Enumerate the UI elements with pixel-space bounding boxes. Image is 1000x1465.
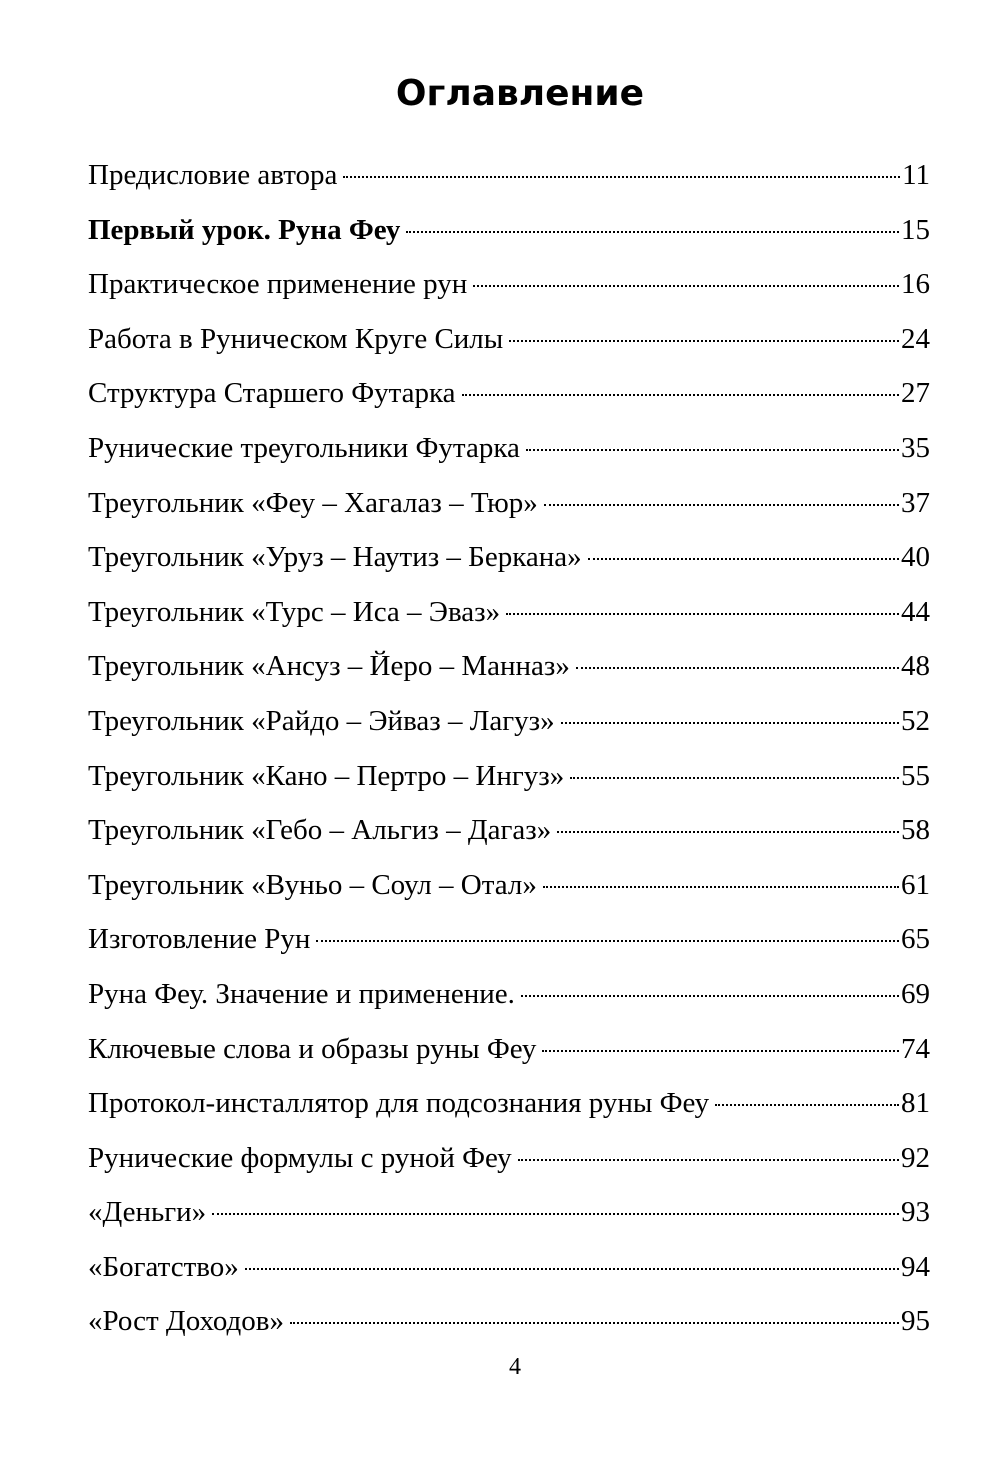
toc-leader-dots	[462, 394, 899, 396]
toc-entry-label: «Богатство»	[88, 1250, 239, 1283]
toc-entry-page: 95	[901, 1305, 930, 1338]
toc-leader-dots	[570, 777, 899, 779]
toc-leader-dots	[544, 504, 899, 506]
toc-entry-label: Руна Феу. Значение и применение.	[88, 977, 515, 1010]
toc-entry-page: 52	[901, 704, 930, 737]
toc-entry-page: 61	[901, 868, 930, 901]
toc-leader-dots	[343, 176, 900, 178]
toc-entry-page: 15	[901, 213, 930, 246]
toc-entry	[88, 912, 930, 967]
toc-leader-dots	[576, 667, 899, 669]
toc-entry	[88, 749, 930, 804]
toc-leader-dots	[715, 1104, 899, 1106]
toc-entry-label: Рунические формулы с руной Феу	[88, 1141, 512, 1174]
toc-leader-dots	[473, 285, 899, 287]
toc-entry	[88, 1076, 930, 1131]
toc-entry-label: Протокол-инсталлятор для подсознания руны Феу	[88, 1087, 710, 1120]
toc-entry	[88, 967, 930, 1022]
toc-entry	[88, 694, 930, 749]
toc-entry	[88, 312, 930, 367]
page-number: 4	[509, 1354, 521, 1380]
toc-entry-label: Практическое применение рун	[88, 268, 468, 301]
toc-entry-label: Изготовление Рун	[88, 923, 311, 956]
toc-leader-dots	[509, 340, 899, 342]
toc-entry-page: 81	[901, 1087, 930, 1120]
toc-entry	[88, 585, 930, 640]
toc-leader-dots	[518, 1159, 899, 1161]
toc-entry-page: 27	[901, 377, 930, 410]
toc-entry-page: 37	[901, 486, 930, 519]
toc-entry-label: Рунические треугольники Футарка	[88, 431, 520, 464]
toc-entry	[88, 366, 930, 421]
toc-entry-page: 55	[901, 759, 930, 792]
toc-entry-label: Треугольник «Ансуз – Йеро – Манназ»	[88, 650, 570, 683]
toc-entry	[88, 1131, 930, 1186]
toc-entry	[88, 421, 930, 476]
toc-leader-dots	[543, 886, 899, 888]
toc-entry	[88, 1185, 930, 1240]
toc-entry-page: 65	[901, 923, 930, 956]
toc-entry-label: «Рост Доходов»	[88, 1305, 284, 1338]
toc-leader-dots	[316, 940, 899, 942]
toc-entry	[88, 203, 930, 258]
toc-entry-label: Треугольник «Вуньо – Соул – Отал»	[88, 868, 537, 901]
toc-entry-page: 93	[901, 1196, 930, 1229]
toc-leader-dots	[212, 1213, 899, 1215]
toc-entry-label: Треугольник «Гебо – Альгиз – Дагаз»	[88, 814, 552, 847]
toc-entry-label: Структура Старшего Футарка	[88, 377, 456, 410]
toc-entry-label: Работа в Руническом Круге Силы	[88, 322, 504, 355]
toc-leader-dots	[561, 722, 899, 724]
toc-leader-dots	[506, 613, 899, 615]
toc-leader-dots	[588, 558, 899, 560]
toc-entry-label: Треугольник «Райдо – Эйваз – Лагуз»	[88, 704, 555, 737]
page-title: Оглавление	[395, 73, 645, 114]
toc-entry	[88, 639, 930, 694]
toc-entry-page: 58	[901, 814, 930, 847]
toc-entry-page: 40	[901, 541, 930, 574]
toc-entry	[88, 148, 930, 203]
toc-entry-page: 92	[901, 1141, 930, 1174]
toc-entry-page: 69	[901, 977, 930, 1010]
toc-entry	[88, 803, 930, 858]
toc-entry-label: Треугольник «Кано – Пертро – Ингуз»	[88, 759, 565, 792]
toc-entry	[88, 530, 930, 585]
toc-entry-page: 16	[901, 268, 930, 301]
toc-entry-page: 35	[901, 431, 930, 464]
toc-entry-label: Предисловие автора	[88, 159, 338, 191]
toc-leader-dots	[521, 995, 899, 997]
toc-entry	[88, 858, 930, 913]
toc-leader-dots	[526, 449, 899, 451]
toc-entry-page: 24	[901, 322, 930, 355]
toc-entry-page: 44	[901, 595, 930, 628]
toc-entry	[88, 1294, 930, 1349]
toc-entry-label: Ключевые слова и образы руны Феу	[88, 1032, 537, 1065]
toc-entry-page: 48	[901, 650, 930, 683]
toc-leader-dots	[542, 1050, 899, 1052]
toc-leader-dots	[406, 231, 899, 233]
toc-entry-page: 11	[902, 159, 930, 191]
toc-entry-label: Треугольник «Феу – Хагалаз – Тюр»	[88, 486, 538, 519]
toc-entry-label: Треугольник «Турс – Иса – Эваз»	[88, 595, 501, 628]
toc-leader-dots	[245, 1268, 899, 1270]
toc-entry	[88, 1022, 930, 1077]
toc-entry	[88, 476, 930, 531]
toc-leader-dots	[290, 1322, 899, 1324]
toc-entry-label: Треугольник «Уруз – Наутиз – Беркана»	[88, 541, 582, 574]
toc-entry-page: 94	[901, 1250, 930, 1283]
toc-entry-label: «Деньги»	[88, 1196, 207, 1229]
toc-entry-label: Первый урок. Руна Феу	[88, 213, 401, 246]
table-of-contents	[88, 148, 930, 1349]
toc-leader-dots	[557, 831, 899, 833]
toc-entry	[88, 257, 930, 312]
toc-entry-page: 74	[901, 1032, 930, 1065]
toc-entry	[88, 1240, 930, 1295]
